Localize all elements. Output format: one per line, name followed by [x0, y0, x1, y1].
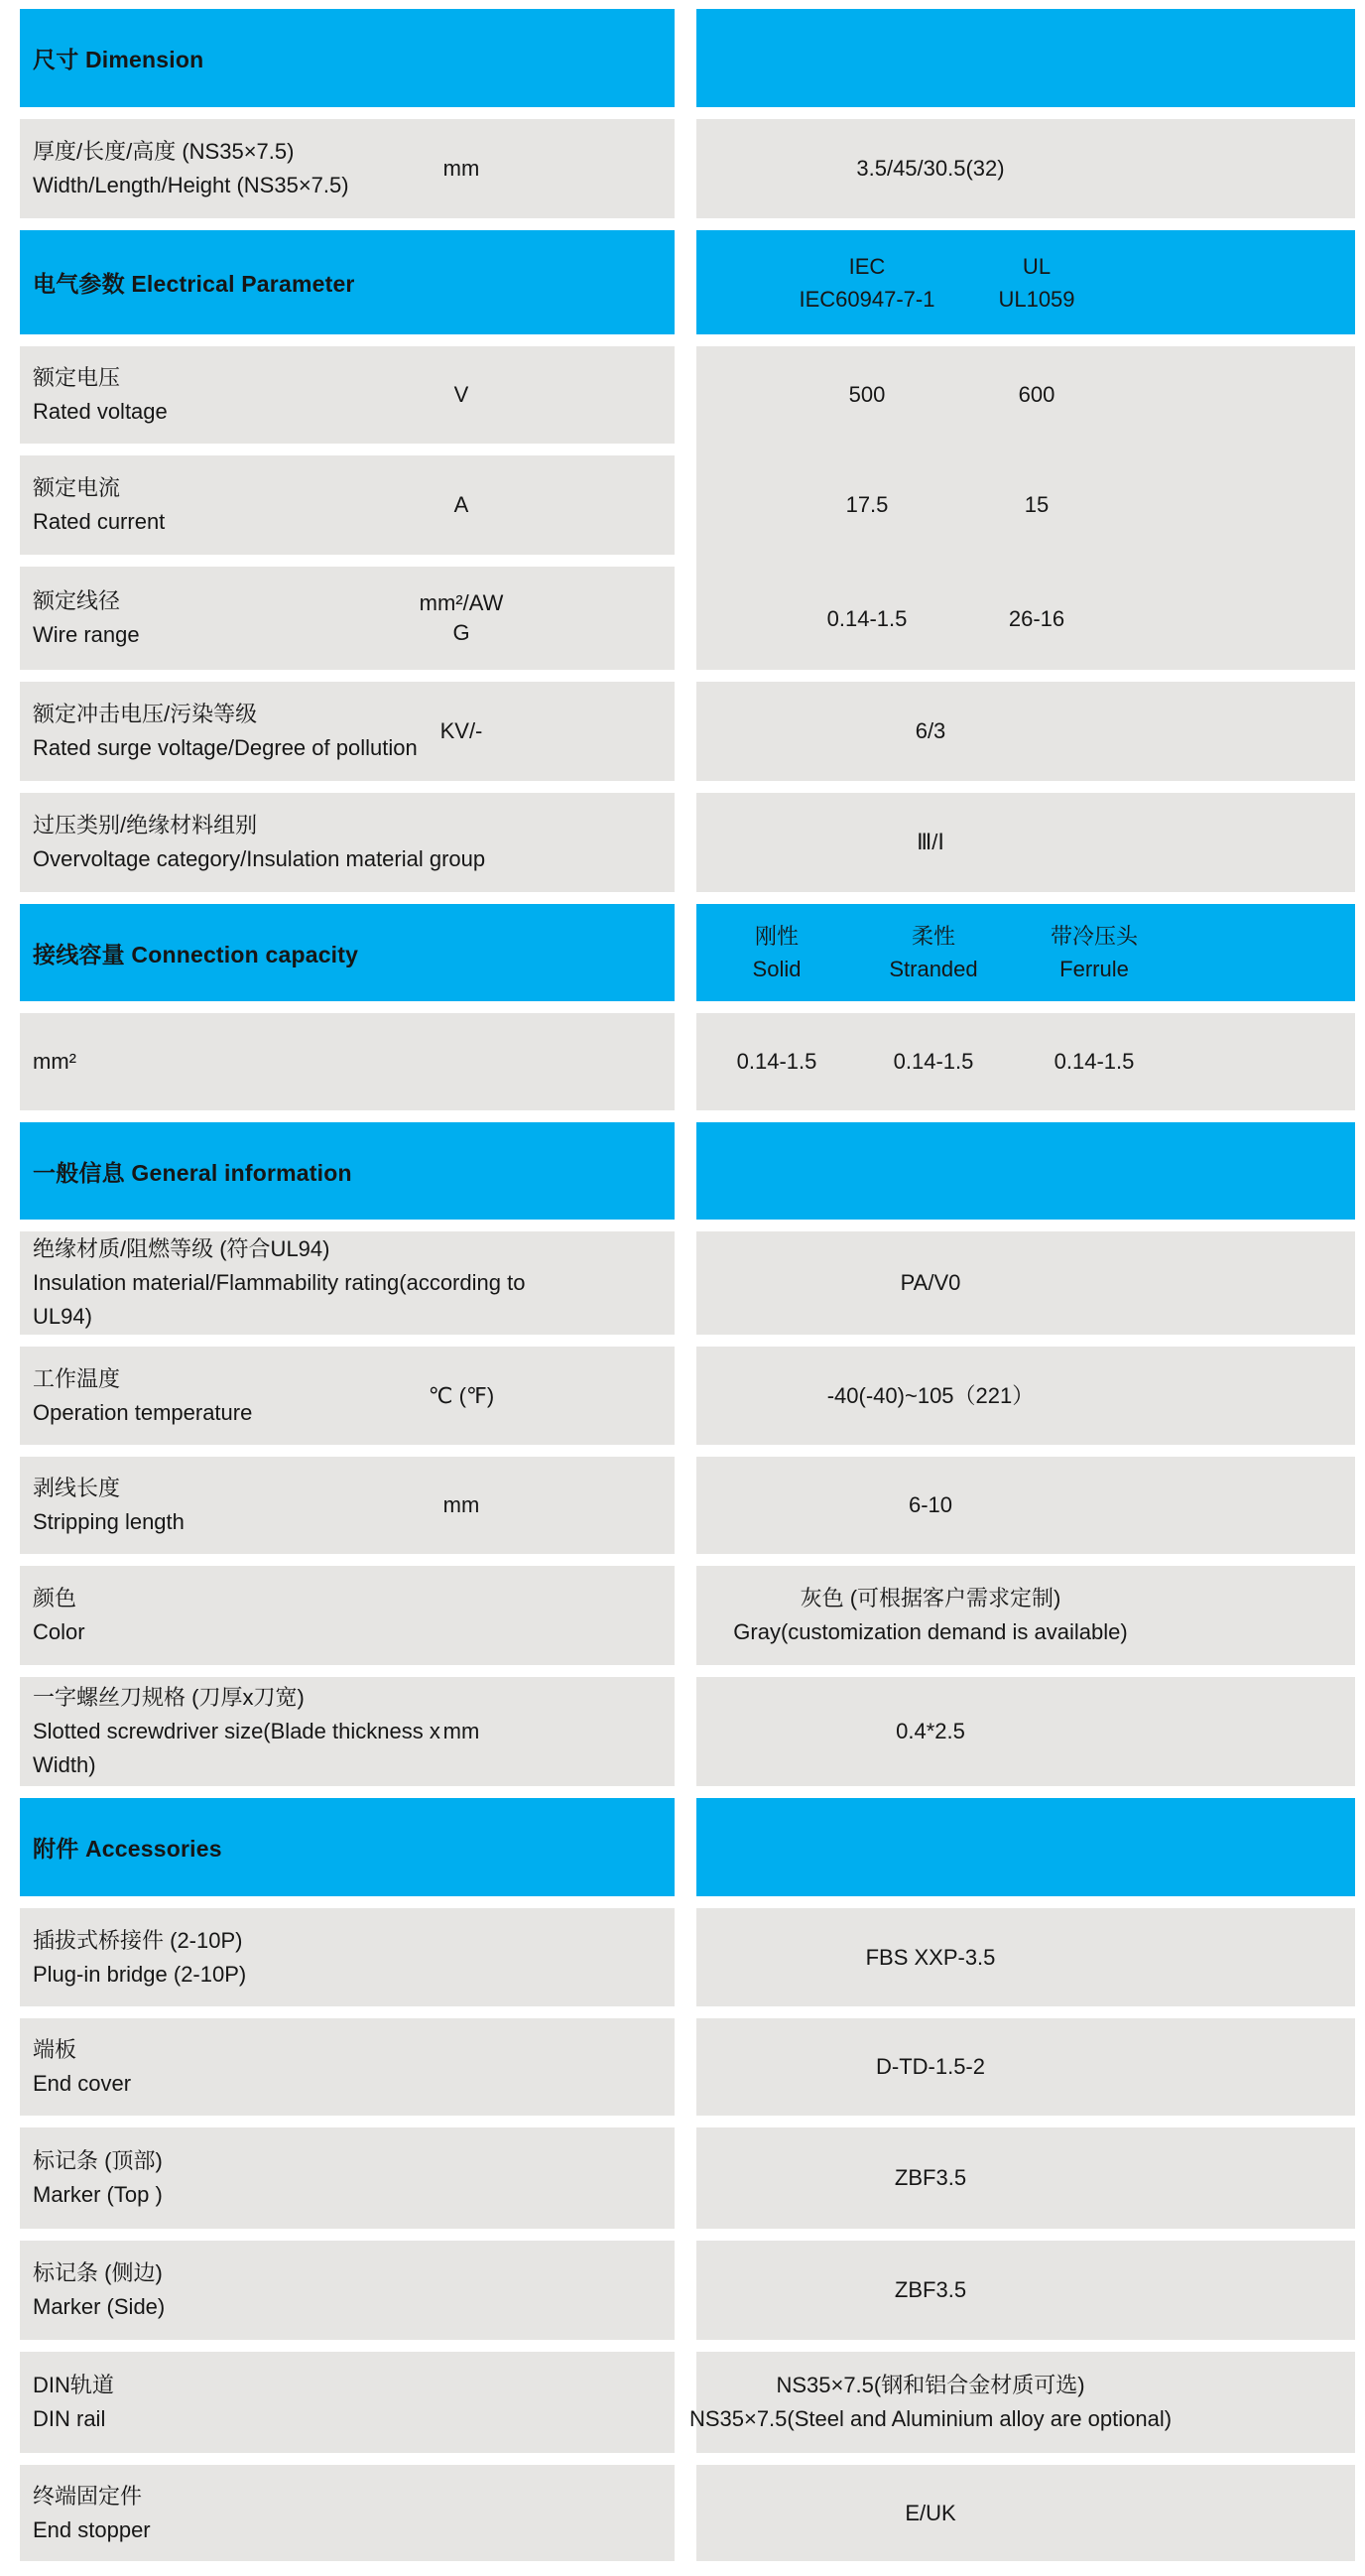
standard-ul-spec: UL1059 [998, 286, 1075, 312]
capacity-values [696, 1013, 1165, 1110]
electrical-values [696, 346, 1165, 670]
color-value-zh: 灰色 (可根据客户需求定制) [800, 1586, 1061, 1610]
row-marker-side-value: ZBF3.5 [894, 2277, 967, 2302]
label-en: DIN rail [33, 2406, 106, 2431]
row-end-stopper-label-cell [20, 2465, 675, 2561]
standard-iec [800, 250, 935, 316]
col-solid [753, 920, 802, 985]
label-en: Stripping length [33, 1509, 185, 1534]
label-zh: 额定线径 [33, 588, 121, 613]
section-header-accessories-band [696, 1798, 1355, 1896]
row-insulation-label-cell [20, 1231, 675, 1335]
row-marker-top-value-cell [696, 2127, 1355, 2229]
standard-iec-name: IEC [848, 253, 886, 279]
standard-iec-spec: IEC60947-7-1 [799, 286, 935, 312]
row-stripping-unit: mm [442, 1492, 480, 1517]
label-zh: 颜色 [33, 1586, 77, 1610]
label-en: Rated surge voltage/Degree of pollution [33, 735, 418, 760]
row-surge-value: 6/3 [915, 718, 946, 743]
label-zh: 插拔式桥接件 (2-10P) [33, 1927, 243, 1953]
col-stranded-en: Stranded [889, 957, 978, 981]
label-en: Rated current [33, 509, 166, 534]
label-zh: 工作温度 [33, 1365, 121, 1391]
row-marker-side-value-cell [696, 2241, 1355, 2340]
row-size-label [20, 135, 459, 202]
spec-table [20, 9, 1355, 2561]
row-bridge-value: FBS XXP-3.5 [865, 1944, 996, 1970]
row-color-value-cell [696, 1566, 1355, 1665]
row-end-stopper-label [20, 2480, 568, 2547]
row-rated-voltage-label-cell [20, 346, 675, 444]
row-rated-current-label-cell [20, 455, 675, 555]
label-zh: 额定电流 [33, 475, 121, 500]
row-capacity-value-cell [696, 1013, 1355, 1110]
row-overvoltage-value: Ⅲ/Ⅰ [917, 830, 944, 854]
capacity-solid-value: 0.14-1.5 [736, 1049, 817, 1074]
row-surge-value-cell [696, 682, 1355, 781]
row-screwdriver-label-cell [20, 1677, 675, 1786]
section-header-electrical [20, 230, 675, 334]
row-size-value-cell [696, 119, 1355, 218]
label-en: End stopper [33, 2516, 151, 2542]
col-ferrule [1051, 920, 1138, 985]
section-title-general: 一般信息 General information [33, 1159, 352, 1186]
row-color-value [696, 1566, 1165, 1665]
row-rated-voltage-unit: V [453, 382, 469, 407]
row-temperature-unit: ℃ (℉) [428, 1382, 495, 1408]
label-zh: 一字螺丝刀规格 (刀厚x刀宽) [33, 1685, 305, 1710]
col-solid-en: Solid [752, 957, 802, 981]
row-insulation-label [20, 1232, 568, 1334]
row-rated-current-unit: A [453, 492, 469, 517]
row-din-rail-value-cell [688, 2352, 1355, 2453]
label-zh: 额定冲击电压/污染等级 [33, 702, 258, 726]
col-ferrule-en: Ferrule [1059, 957, 1129, 981]
row-marker-top-label-cell [20, 2127, 675, 2229]
row-overvoltage-label [20, 809, 568, 876]
row-wire-range-unit: mm²/AWG [419, 590, 504, 645]
row-color-label-cell [20, 1566, 675, 1665]
row-din-rail-label [20, 2369, 568, 2436]
color-value-en: Gray(customization demand is available) [733, 1619, 1128, 1644]
row-temperature-label-cell [20, 1347, 675, 1445]
section-header-electrical-columns [696, 230, 1355, 334]
section-title-accessories: 附件 Accessories [33, 1836, 222, 1862]
row-wire-range-label-cell [20, 567, 675, 670]
row-end-cover-label-cell [20, 2018, 675, 2116]
row-screwdriver-unit: mm [442, 1719, 480, 1743]
label-zh: 标记条 (侧边) [33, 2260, 163, 2285]
row-din-rail-value [688, 2352, 1173, 2453]
section-header-connection-columns [696, 904, 1355, 1001]
col-solid-zh: 刚性 [754, 924, 800, 949]
din-rail-value-en: NS35×7.5(Steel and Aluminium alloy are optional) [688, 2406, 1173, 2431]
row-bridge-value-cell [696, 1908, 1355, 2006]
label-en: Marker (Side) [33, 2294, 166, 2319]
row-surge-unit: KV/- [439, 718, 483, 743]
row-stripping-value: 6-10 [908, 1492, 953, 1517]
row-marker-top-value: ZBF3.5 [894, 2165, 967, 2190]
row-end-stopper-value: E/UK [905, 2500, 956, 2525]
connection-columns [696, 904, 1165, 1001]
row-rated-voltage-label [20, 361, 459, 429]
electrical-standards [696, 230, 1165, 334]
label-en: Color [33, 1619, 85, 1644]
row-rated-current-label [20, 471, 459, 539]
section-header-dimension-band [696, 9, 1355, 107]
section-header-accessories [20, 1798, 675, 1896]
row-color-label [20, 1582, 459, 1649]
row-capacity-label [20, 1045, 568, 1079]
electrical-values-cell [696, 346, 1355, 670]
col-stranded-zh: 柔性 [911, 924, 956, 949]
section-header-connection [20, 904, 675, 1001]
row-bridge-label-cell [20, 1908, 675, 2006]
row-temperature-value: -40(-40)~105（221） [826, 1382, 1035, 1408]
standard-ul-name: UL [1022, 253, 1052, 279]
label-zh: DIN轨道 [33, 2373, 114, 2397]
row-temperature-value-cell [696, 1347, 1355, 1445]
wire-iec-value: 0.14-1.5 [826, 606, 908, 631]
row-insulation-value: PA/V0 [900, 1270, 961, 1295]
label-zh: 终端固定件 [33, 2483, 143, 2509]
label-en: Width/Length/Height (NS35×7.5) [33, 173, 349, 197]
row-insulation-value-cell [696, 1231, 1355, 1335]
section-header-general-band [696, 1122, 1355, 1220]
label-en: Plug-in bridge (2-10P) [33, 1961, 247, 1987]
label-unit-mm2: mm² [33, 1049, 76, 1074]
row-marker-side-label [20, 2256, 568, 2324]
row-wire-range-label [20, 584, 459, 652]
row-size-label-cell [20, 119, 675, 218]
voltage-iec-value: 500 [848, 382, 886, 407]
col-stranded [889, 920, 977, 985]
row-surge-label [20, 698, 459, 765]
label-en: Slotted screwdriver size(Blade thickness x Width) [33, 1719, 440, 1777]
row-end-cover-value: D-TD-1.5-2 [875, 2054, 985, 2079]
row-overvoltage-value-cell [696, 793, 1355, 892]
capacity-ferrule-value: 0.14-1.5 [1054, 1049, 1135, 1074]
row-end-stopper-value-cell [696, 2465, 1355, 2561]
label-zh: 厚度/长度/高度 (NS35×7.5) [33, 139, 295, 164]
label-zh: 标记条 (顶部) [33, 2148, 163, 2173]
label-zh: 端板 [33, 2037, 77, 2062]
voltage-ul-value: 600 [1018, 382, 1055, 407]
section-header-general [20, 1122, 675, 1220]
section-title-connection: 接线容量 Connection capacity [33, 941, 359, 967]
section-header-dimension [20, 9, 675, 107]
label-zh: 过压类别/绝缘材料组别 [33, 813, 258, 837]
current-iec-value: 17.5 [845, 492, 889, 517]
label-en: Overvoltage category/Insulation material group [33, 846, 486, 871]
row-end-cover-label [20, 2033, 568, 2101]
row-bridge-label [20, 1924, 568, 1992]
label-zh: 额定电压 [33, 365, 121, 390]
row-stripping-label-cell [20, 1457, 675, 1554]
label-zh: 绝缘材质/阻燃等级 (符合UL94) [33, 1236, 330, 1261]
current-ul-value: 15 [1024, 492, 1050, 517]
row-screwdriver-value-cell [696, 1677, 1355, 1786]
label-en: End cover [33, 2071, 132, 2096]
din-rail-value-zh: NS35×7.5(钢和铝合金材质可选) [776, 2373, 1085, 2397]
row-temperature-label [20, 1362, 459, 1430]
row-screwdriver-value: 0.4*2.5 [896, 1719, 965, 1743]
label-en: Wire range [33, 622, 140, 647]
row-screwdriver-label [20, 1681, 459, 1782]
row-size-value: 3.5/45/30.5(32) [856, 156, 1005, 181]
label-en: Operation temperature [33, 1399, 253, 1425]
row-capacity-label-cell [20, 1013, 675, 1110]
row-overvoltage-label-cell [20, 793, 675, 892]
label-en: Marker (Top ) [33, 2182, 163, 2207]
row-marker-side-label-cell [20, 2241, 675, 2340]
capacity-stranded-value: 0.14-1.5 [893, 1049, 974, 1074]
row-stripping-value-cell [696, 1457, 1355, 1554]
section-title-dimension: 尺寸 Dimension [33, 47, 204, 72]
label-zh: 剥线长度 [33, 1476, 121, 1500]
col-ferrule-zh: 带冷压头 [1050, 924, 1139, 949]
row-marker-top-label [20, 2144, 568, 2212]
section-title-electrical: 电气参数 Electrical Parameter [33, 271, 355, 297]
row-size-unit: mm [442, 156, 480, 181]
label-en: Insulation material/Flammability rating(according to UL94) [33, 1270, 526, 1329]
row-surge-label-cell [20, 682, 675, 781]
row-din-rail-label-cell [20, 2352, 675, 2453]
row-end-cover-value-cell [696, 2018, 1355, 2116]
standard-ul [998, 250, 1074, 316]
row-stripping-label [20, 1472, 459, 1539]
wire-ul-value: 26-16 [1008, 606, 1065, 631]
label-en: Rated voltage [33, 399, 168, 424]
